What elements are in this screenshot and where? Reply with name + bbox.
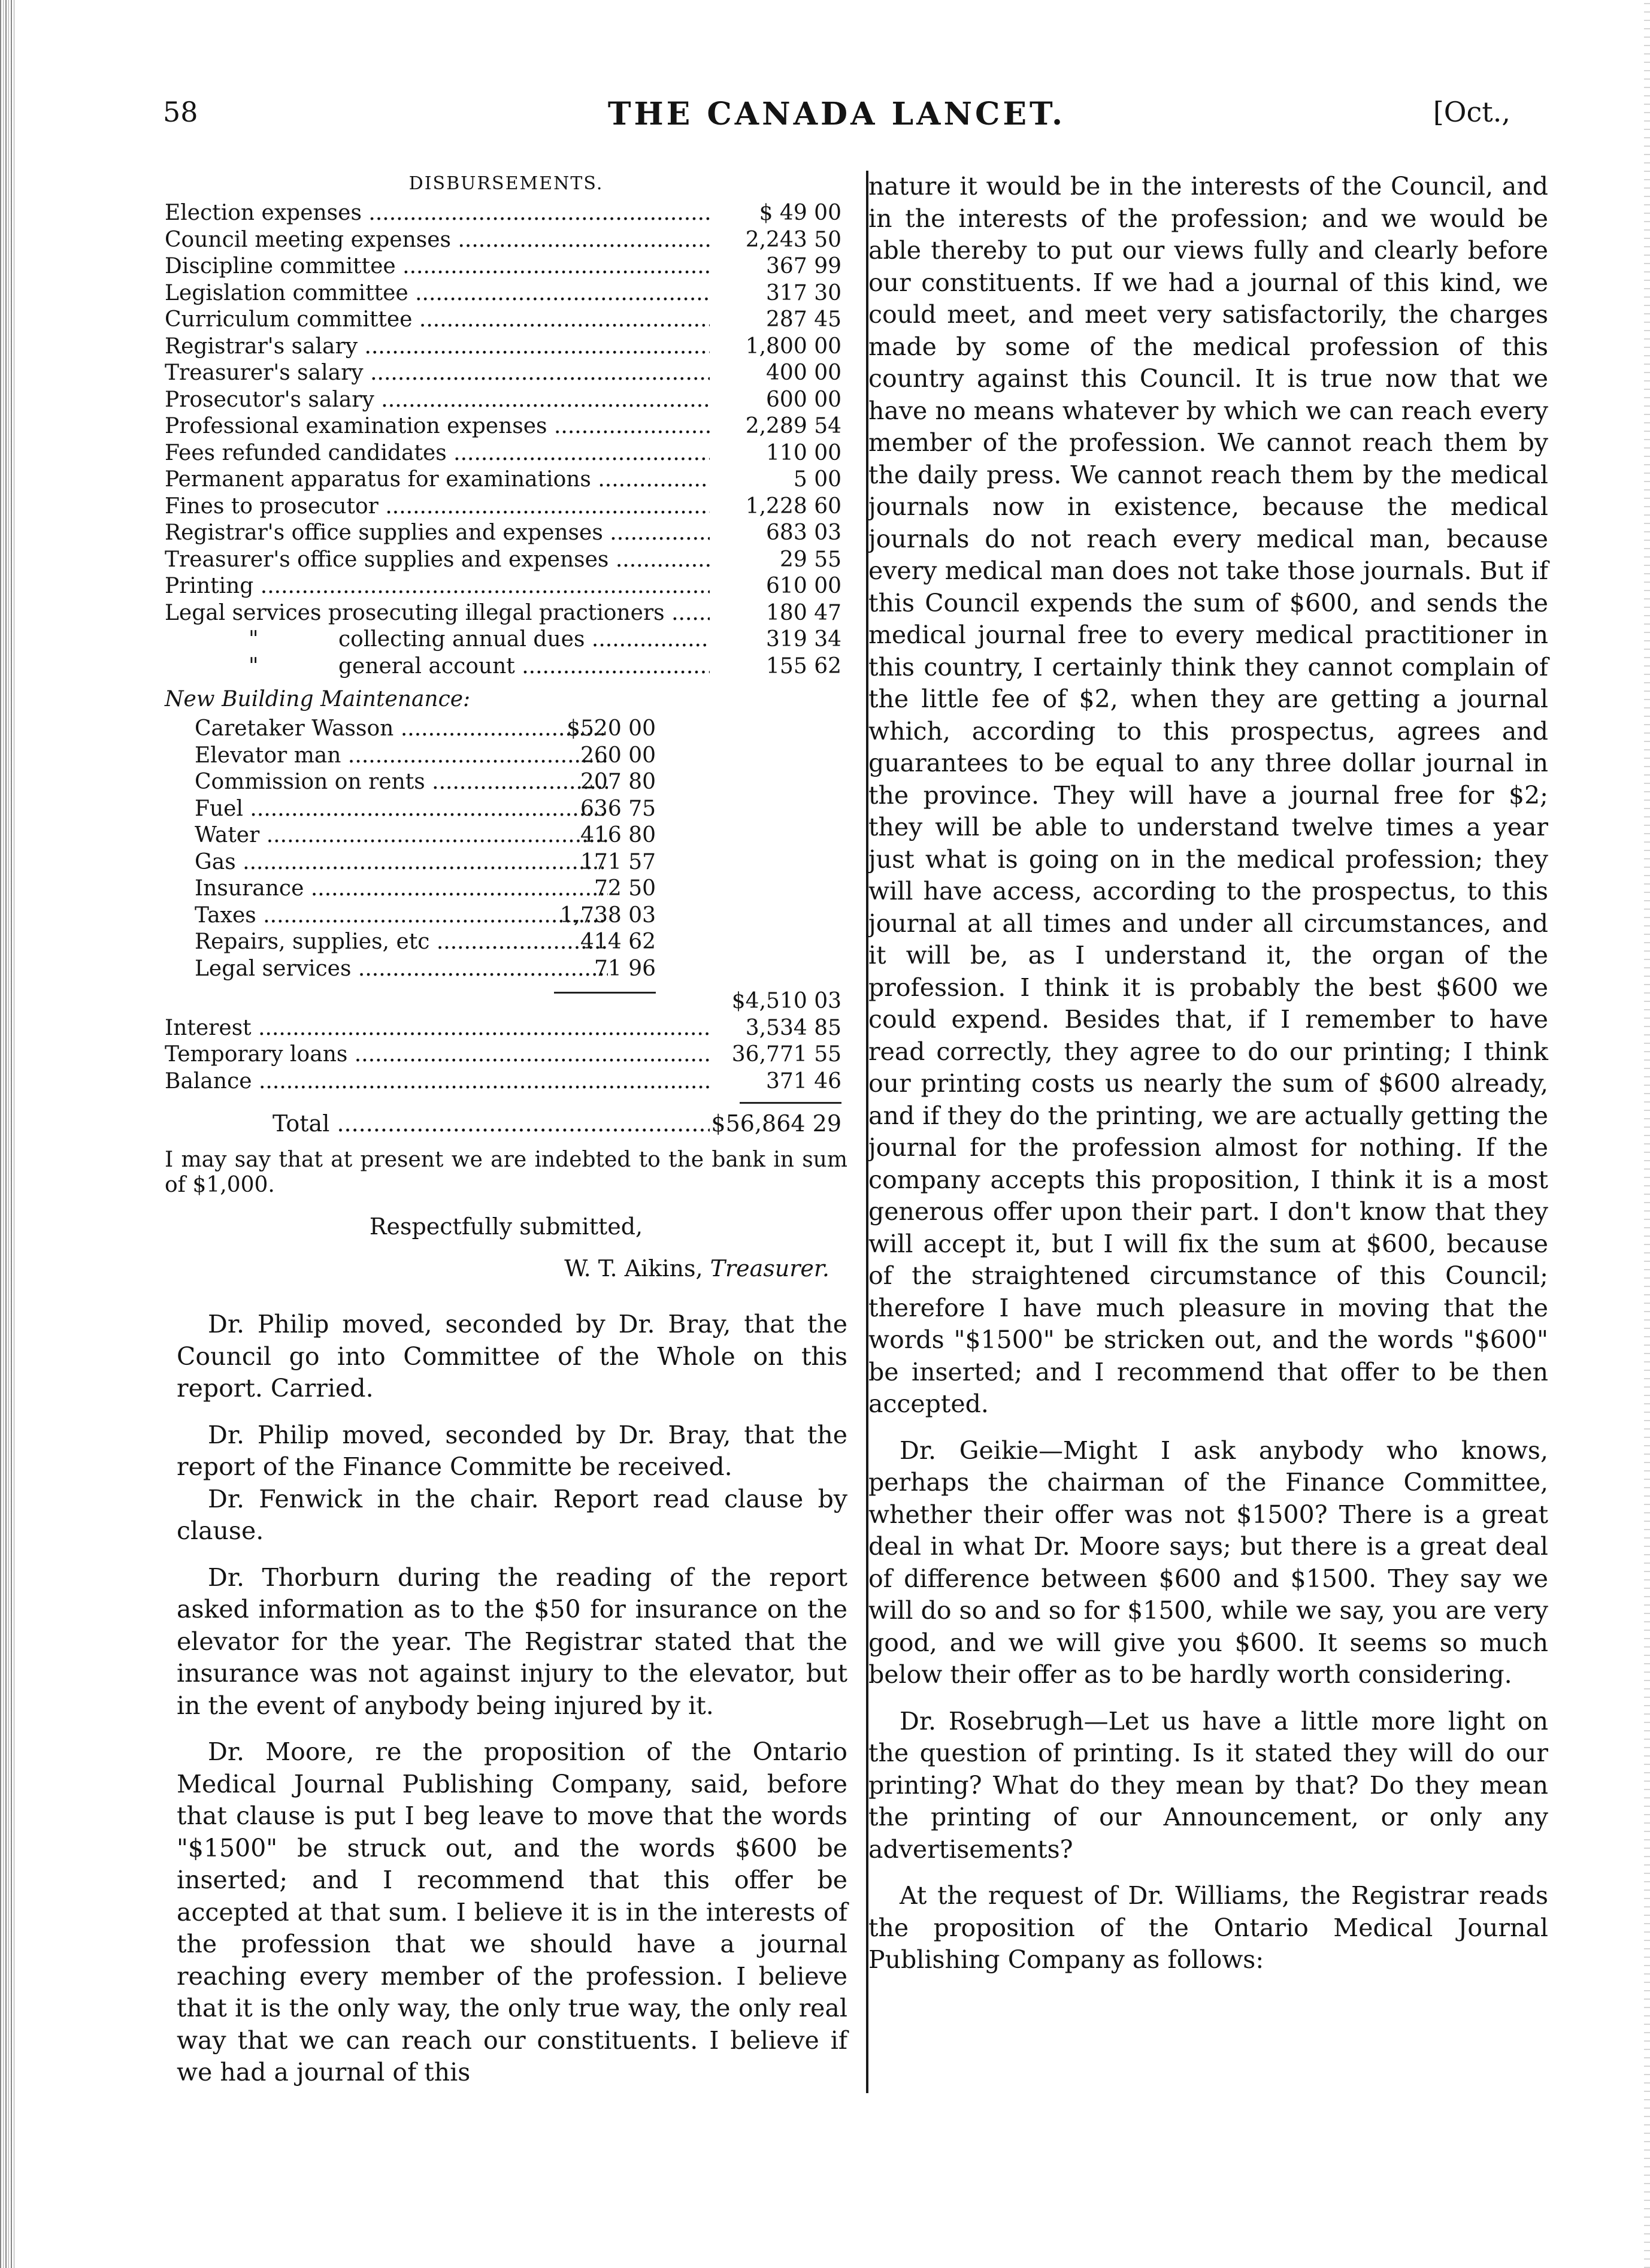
ledger-row	[165, 360, 847, 387]
ledger-label: Fines to prosecutor .....	[165, 493, 710, 520]
section-title: DISBURSEMENTS.	[408, 173, 604, 194]
bank-note: I may say that at present we are indebted to the bank in sum of $1,000.	[165, 1147, 847, 1197]
ledger-row	[195, 716, 847, 743]
ledger-row	[195, 822, 847, 849]
disbursements-ledger	[165, 200, 847, 680]
ledger-label: Taxes .....	[195, 903, 608, 929]
ledger-label: Legal services .....	[195, 956, 608, 983]
building-subtotal: $4,510 03	[731, 989, 841, 1013]
ledger-row	[165, 253, 847, 280]
ledger-after-building	[165, 988, 847, 1141]
ledger-amount: 287 45	[766, 307, 841, 332]
ledger-amount: 207 80	[580, 770, 656, 794]
ledger-label: Caretaker Wasson .....	[195, 716, 608, 743]
ledger-label: Fees refunded candidates .....	[165, 440, 710, 467]
ledger-label: Prosecutor's salary .....	[165, 387, 710, 414]
ledger-amount: 260 00	[580, 743, 656, 768]
paragraph: Dr. Moore, re the proposition of the Ontario Medical Journal Publishing Company, said, before that clause is put I beg leave to move that the words "$1500" be struck out, and the words $600 be inserted; and I recommend that this offer be accepted at that sum. I believe it is in the interests of the profession that we should have a journal reaching every member of the profession. I believe that it is the only way, the only true way, the only real way that we can reach our constituents. I believe if we had a journal of this	[177, 1737, 847, 2087]
total-row	[165, 1106, 847, 1141]
ledger-amount: 2,243 50	[745, 227, 841, 252]
ledger-row	[165, 227, 847, 254]
paragraph: Dr. Thorburn during the reading of the report asked information as to the $50 for insurance on the elevator for the year. The Registrar stated that the insurance was not against injury to the elevator, but in the event of anybody being injured by it.	[177, 1563, 847, 1720]
ledger-amount: 110 00	[766, 440, 841, 465]
ledger-amount: 180 47	[766, 600, 841, 625]
ledger-row	[165, 1068, 847, 1095]
ledger-row	[165, 467, 847, 493]
ledger-label: Permanent apparatus for examinations .....	[165, 467, 710, 493]
ledger-row	[165, 200, 847, 227]
ledger-label: Election expenses .....	[165, 200, 710, 227]
ledger-row	[195, 876, 847, 903]
ledger-label: Interest .....	[165, 1015, 710, 1042]
ledger-label: Gas .....	[195, 849, 608, 876]
ledger-row	[195, 849, 847, 876]
ledger-amount: 29 55	[779, 547, 841, 572]
paragraph: Dr. Geikie—Might I ask anybody who knows, perhaps the chairman of the Finance Committee, whether their offer was not $1500? There is a great deal in what Dr. Moore says; but there is a great deal of difference between $600 and $1500. They say we will do so and so for $1500, while we say, you are very good, and we will give you $600. It seems so much below their offer as to be hardly worth considering.	[868, 1436, 1548, 1689]
ledger-amount: 610 00	[766, 574, 841, 598]
ledger-row	[165, 626, 847, 653]
ledger-label: Printing .....	[165, 573, 710, 600]
ledger-amount: 400 00	[766, 361, 841, 385]
ledger-row	[195, 929, 847, 956]
paragraph: nature it would be in the interests of the Council, and in the interests of the profession; and we would be able thereby to put our views fully and clearly before our constituents. If we had a journal of this kind, we could meet, and meet very satisfactorily, the charges made by some of the medical profession of this country against this Council. It is true now that we have no means whatever by which we can reach every member of the profession. We cannot reach them by the daily press. We cannot reach them by the medical journals now in existence, because the medical journals do not reach every medical man, because every medical man does not take those journals. But if this Council expends the sum of $600, and sends the medical journal free to every medical practitioner in this country, I certainly think they cannot complain of the little fee of $2, when they are getting a journal which, according to this prospectus, agrees and guarantees to be equal to any three dollar journal in the province. They will have a journal free for $2; they will be able to understand twelve times a year just what is going on in the medical profession; they will have access, according to the prospectus, to this journal at all times and under all circumstances, and it will be, as I understand it, the organ of the profession. I think it is probably the best $600 we could expend. Besides that, if I remember to have read correctly, they agree to do our printing; I think our printing costs us nearly the sum of $600 already, and if they do the printing, we are actually getting the journal for the profession almost for nothing. If the company accepts this proposition, I think it is a most generous offer upon their part. I don't know that they will accept it, but I will fix the sum at $600, because of the straightened circumstance of this Council; therefore I have much pleasure in moving that the words "$1500" be stricken out, and the words "$600" be inserted; and I recommend that offer to be then accepted.	[868, 172, 1548, 1418]
ledger-row	[165, 493, 847, 520]
ledger-label: Professional examination expenses .....	[165, 413, 710, 440]
ledger-row	[165, 307, 847, 334]
ledger-label: general account .....	[338, 653, 710, 680]
ledger-row	[165, 440, 847, 467]
paragraph: Dr. Philip moved, seconded by Dr. Bray, that the report of the Finance Committe be received.	[177, 1420, 847, 1481]
ledger-amount: 2,289 54	[745, 414, 841, 438]
ledger-amount: 319 34	[766, 627, 841, 652]
signer-title: Treasurer.	[710, 1255, 829, 1282]
ledger-label: Legal services prosecuting illegal practioners .....	[165, 600, 710, 627]
paragraph: Dr. Rosebrugh—Let us have a little more light on the question of printing. Is it stated they will do our printing? What do they mean by that? Do they mean the printing of our Announcement, or only any advertisements?	[868, 1706, 1548, 1864]
ledger-row	[165, 1041, 847, 1068]
ledger-label: Treasurer's office supplies and expenses .....	[165, 547, 710, 574]
ledger-label: Registrar's salary .....	[165, 334, 710, 361]
paragraph: Dr. Fenwick in the chair. Report read clause by clause.	[177, 1484, 847, 1545]
ditto-mark: "	[249, 627, 259, 652]
total-amount: $56,864 29	[711, 1110, 841, 1137]
signer-name: W. T. Aikins,	[564, 1255, 703, 1282]
ledger-label: Water .....	[195, 822, 608, 849]
ledger-amount: 3,534 85	[745, 1015, 841, 1040]
ledger-label: Balance .....	[165, 1068, 710, 1095]
ledger-amount: 416 80	[580, 823, 656, 847]
ledger-row	[195, 769, 847, 796]
ledger-row	[165, 387, 847, 414]
building-subtotal-row	[165, 988, 847, 1015]
ledger-row	[165, 600, 847, 627]
total-label: Total .....	[273, 1106, 710, 1141]
ledger-row	[165, 1015, 847, 1042]
ledger-amount: 1,738 03	[559, 903, 656, 928]
ledger-amount: 414 62	[580, 929, 656, 954]
ledger-label: Commission on rents .....	[195, 769, 608, 796]
ledger-label: Discipline committee .....	[165, 253, 710, 280]
ledger-row	[165, 334, 847, 361]
scanned-page-edge	[0, 0, 14, 2268]
left-body-text	[177, 1309, 847, 2089]
ledger-label: Insurance .....	[195, 876, 608, 903]
ledger-row	[165, 653, 847, 680]
ledger-amount: $ 49 00	[759, 201, 841, 225]
ledger-amount: 1,800 00	[745, 334, 841, 359]
ledger-row	[195, 903, 847, 929]
ledger-amount: 317 30	[766, 280, 841, 305]
ledger-label: Elevator man .....	[195, 743, 608, 770]
ledger-amount: 683 03	[766, 520, 841, 545]
ledger-amount: 71 96	[594, 956, 656, 981]
ledger-label: Temporary loans .....	[165, 1041, 710, 1068]
ledger-row	[165, 520, 847, 547]
ledger-row	[165, 547, 847, 574]
ledger-row	[195, 796, 847, 823]
ledger-label: collecting annual dues .....	[338, 626, 710, 653]
ditto-mark: "	[249, 653, 259, 679]
right-column	[868, 171, 1548, 1976]
ledger-amount: 36,771 55	[731, 1042, 841, 1067]
ledger-amount: 600 00	[766, 387, 841, 412]
ledger-label: Repairs, supplies, etc .....	[195, 929, 608, 956]
ledger-amount: 5 00	[793, 467, 841, 492]
ledger-label: Council meeting expenses .....	[165, 227, 710, 254]
left-column	[165, 171, 847, 1282]
ledger-row	[195, 743, 847, 770]
ledger-amount: 1,228 60	[745, 493, 841, 519]
closing-line: Respectfully submitted,	[369, 1213, 643, 1240]
building-maintenance-heading: New Building Maintenance:	[165, 687, 471, 711]
ledger-label: Fuel .....	[195, 796, 608, 823]
ledger-amount: $520 00	[567, 716, 656, 741]
ledger-label: Registrar's office supplies and expenses .....	[165, 520, 710, 547]
issue-month: [Oct.,	[1433, 96, 1510, 128]
total-rule	[740, 1102, 841, 1104]
building-ledger	[195, 716, 847, 982]
ledger-amount: 371 46	[766, 1068, 841, 1094]
page-number: 58	[163, 96, 198, 128]
signature-line	[165, 1255, 829, 1282]
ledger-row	[195, 956, 847, 983]
journal-title: THE CANADA LANCET.	[607, 96, 1066, 132]
ledger-amount: 171 57	[580, 849, 656, 874]
paragraph: Dr. Philip moved, seconded by Dr. Bray, that the Council go into Committee of the Whole on this report. Carried.	[177, 1310, 847, 1403]
ledger-label: Curriculum committee .....	[165, 307, 710, 334]
ledger-row	[165, 413, 847, 440]
running-header	[163, 96, 1510, 144]
ledger-row	[165, 573, 847, 600]
paragraph: At the request of Dr. Williams, the Registrar reads the proposition of the Ontario Medical Journal Publishing Company as follows:	[868, 1881, 1548, 1974]
ledger-amount: 636 75	[580, 796, 656, 821]
ledger-amount: 155 62	[766, 653, 841, 679]
ledger-amount: 367 99	[766, 254, 841, 278]
scanned-page-edge-right	[1644, 0, 1650, 2268]
ledger-label: Treasurer's salary .....	[165, 360, 710, 387]
ledger-row	[165, 280, 847, 307]
ledger-label: Legislation committee .....	[165, 280, 710, 307]
ledger-amount: 72 50	[594, 876, 656, 901]
